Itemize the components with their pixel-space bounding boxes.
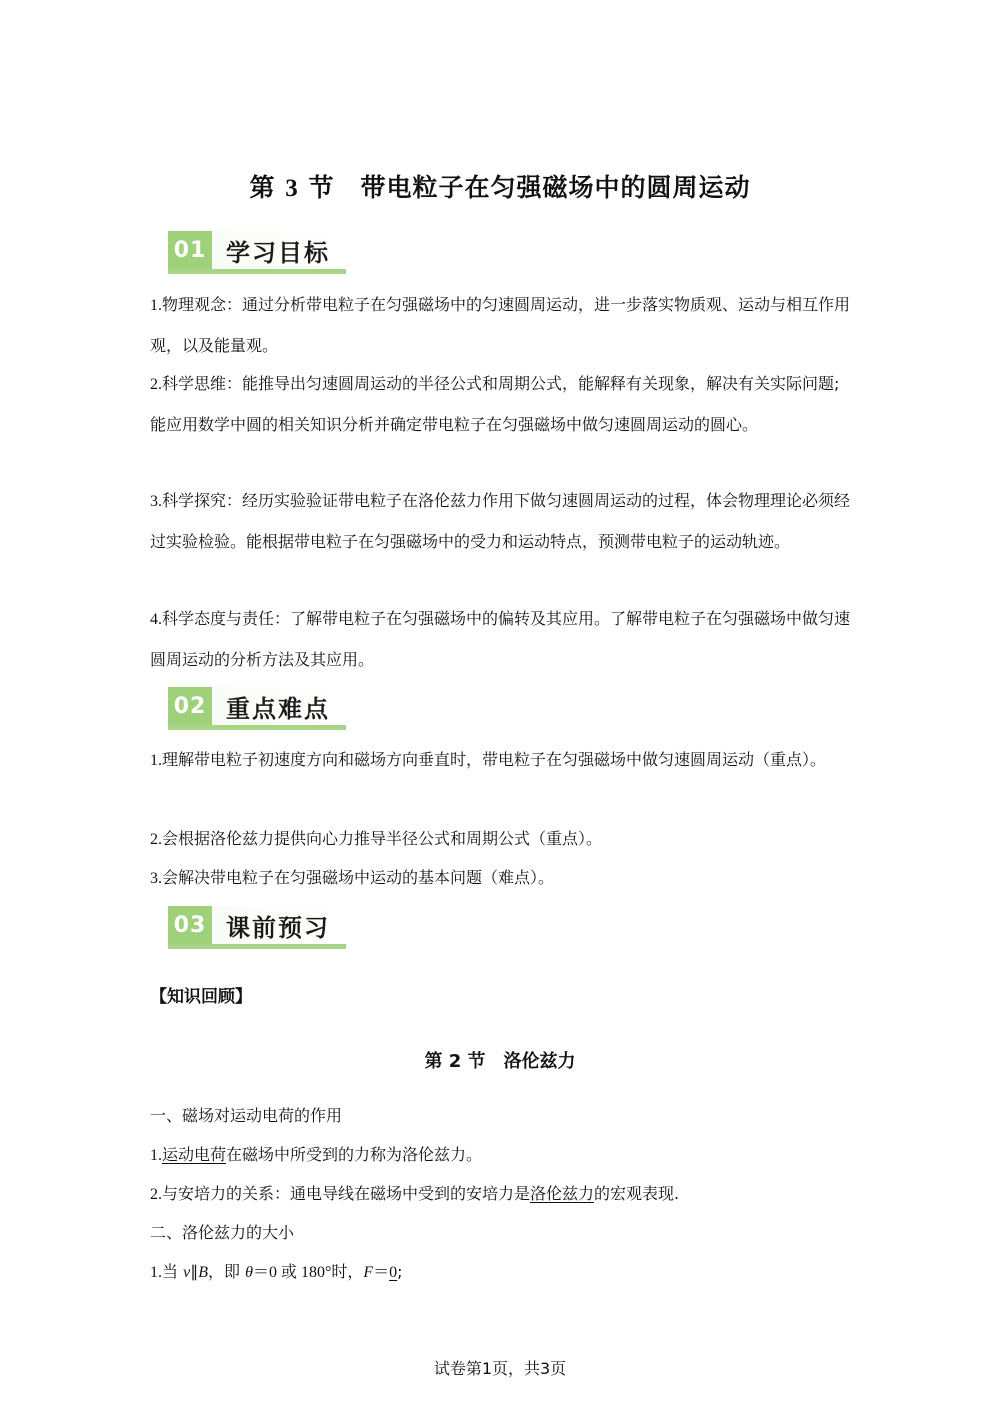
- review-line-1: 1.运动电荷在磁场中所受到的力称为洛伦兹力。: [150, 1145, 483, 1164]
- review-subtitle: 第 2 节 洛伦兹力: [424, 1051, 576, 1072]
- section-number-badge: 02: [168, 687, 212, 725]
- review-line-2: 2.与安培力的关系：通电导线在磁场中受到的安培力是洛伦兹力的宏观表现.: [150, 1184, 680, 1203]
- blank-answer: 0: [389, 1264, 398, 1281]
- section-label: 重点难点: [226, 695, 330, 723]
- section-label: 课前预习: [226, 914, 330, 942]
- section-banner-goals: [168, 229, 348, 273]
- banner-underline: [168, 725, 346, 730]
- lesson-title: [0, 168, 1000, 204]
- keypoint-item-2: 2.会根据洛伦兹力提供向心力推导半径公式和周期公式（重点）。: [150, 829, 603, 848]
- review-line-3: 1.当 v∥B，即 θ＝0 或 180°时，F＝0;: [150, 1262, 403, 1281]
- review-heading: 【知识回顾】: [150, 987, 252, 1007]
- goal-item-4: 4.科学态度与责任：了解带电粒子在匀强磁场中的偏转及其应用。了解带电粒子在匀强磁场中做匀速圆周运动的分析方法及其应用。: [150, 609, 851, 669]
- blank-answer: 运动电荷: [162, 1145, 227, 1164]
- review-section-2-heading: 二、洛伦兹力的大小: [150, 1223, 295, 1242]
- goal-item-2: 2.科学思维：能推导出匀速圆周运动的半径公式和周期公式，能解释有关现象，解决有关实际问题;能应用数学中圆的相关知识分析并确定带电粒子在匀强磁场中做匀速圆周运动的圆心。: [150, 374, 840, 434]
- section-banner-preview: [168, 904, 348, 948]
- blank-answer: 洛伦兹力: [530, 1184, 595, 1203]
- goal-item-1: 1.物理观念：通过分析带电粒子在匀强磁场中的匀速圆周运动，进一步落实物质观、运动与相互作用观，以及能量观。: [150, 295, 851, 355]
- section-banner-keypoints: [168, 685, 348, 729]
- title-text: 节 带电粒子在匀强磁场中的圆周运动: [308, 173, 751, 202]
- banner-underline: [168, 944, 346, 949]
- title-number: 3: [285, 175, 299, 202]
- section-number-badge: 01: [168, 231, 212, 269]
- keypoint-item-1: 1.理解带电粒子初速度方向和磁场方向垂直时，带电粒子在匀强磁场中做匀速圆周运动（重点）。: [150, 750, 827, 769]
- keypoint-item-3: 3.会解决带电粒子在匀强磁场中运动的基本问题（难点）。: [150, 868, 555, 887]
- page-footer: 试卷第1页，共3页: [433, 1359, 567, 1378]
- goal-item-3: 3.科学探究：经历实验验证带电粒子在洛伦兹力作用下做匀速圆周运动的过程，体会物理理论必须经过实验检验。能根据带电粒子在匀强磁场中的受力和运动特点，预测带电粒子的运动轨迹。: [150, 491, 851, 551]
- review-section-1-heading: 一、磁场对运动电荷的作用: [150, 1106, 343, 1125]
- section-number-badge: 03: [168, 906, 212, 944]
- banner-underline: [168, 269, 346, 274]
- section-label: 学习目标: [226, 239, 330, 267]
- title-prefix: 第: [249, 173, 276, 202]
